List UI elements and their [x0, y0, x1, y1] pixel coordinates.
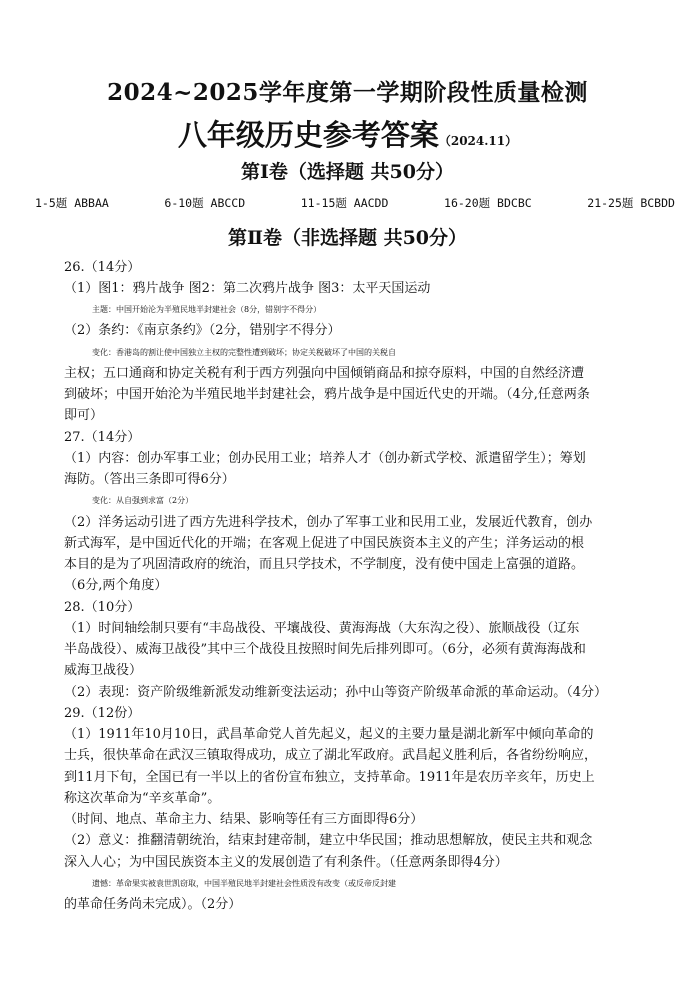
- text-line: 遗憾：革命果实被袁世凯窃取，中国半殖民地半封建社会性质没有改变（或反帝反封建: [92, 879, 396, 888]
- answer-group: 1-5题 ABBAA: [35, 196, 109, 210]
- text-line: （2）意义：推翻清朝统治，结束封建帝制，建立中华民国；推动思想解放，使民主共和观念: [64, 833, 593, 848]
- answer-group: 21-25题 BCBDD: [587, 196, 675, 210]
- text-line: 29.（12份）: [64, 706, 141, 721]
- text-line: 到破坏；中国开始沦为半殖民地半封建社会，鸦片战争是中国近代史的开端。（4分,任意两条: [64, 387, 590, 402]
- text-line: （1）1911年10月10日，武昌革命党人首先起义，起义的主要力量是湖北新军中倾向革命的: [64, 727, 594, 742]
- date-label: （2024.11）: [438, 134, 518, 148]
- subtitle-text: 八年级历史参考答案: [177, 118, 439, 152]
- text-line: 26.（14分）: [64, 260, 141, 275]
- text-line: 新式海军，是中国近代化的开端；在客观上促进了中国民族资本主义的产生；洋务运动的根: [64, 536, 585, 551]
- answer-group: 6-10题 ABCCD: [164, 196, 246, 210]
- text-line: 士兵，很快革命在武汉三镇取得成功，成立了湖北军政府。武昌起义胜利后，各省纷纷响应，: [64, 748, 598, 763]
- choice-answers: [35, 195, 675, 211]
- text-line: （1）时间轴绘制只要有“丰岛战役、平壤战役、黄海海战（大东沟之役）、旅顺战役（辽东: [64, 621, 580, 636]
- text-line: 27.（14分）: [64, 430, 141, 445]
- text-line: （2）表现：资产阶级维新派发动维新变法运动；孙中山等资产阶级革命派的革命运动。（4分）: [64, 685, 608, 700]
- text-line: 威海卫战役）: [64, 663, 143, 678]
- text-line: （1）内容：创办军事工业；创办民用工业；培养人才（创办新式学校、派遣留学生）；筹划: [64, 451, 586, 466]
- text-line: 海防。（答出三条即可得6分）: [64, 472, 235, 487]
- text-line: 本目的是为了巩固清政府的统治，而且只学技术，不学制度，没有使中国走上富强的道路。: [64, 557, 585, 572]
- text-line: （2）洋务运动引进了西方先进科学技术，创办了军事工业和民用工业，发展近代教育，创办: [64, 515, 593, 530]
- part2-heading: 第Ⅱ卷（非选择题 共50分）: [227, 227, 468, 249]
- text-line: 变化：香港岛的割让使中国独立主权的完整性遭到破坏；协定关税破坏了中国的关税自: [92, 348, 396, 357]
- text-line: （1）图1：鸦片战争 图2：第二次鸦片战争 图3：太平天国运动: [64, 281, 431, 296]
- text-line: 主题：中国开始沦为半殖民地半封建社会（8分，错别字不得分）: [92, 305, 322, 314]
- text-line: 半岛战役）、威海卫战役”其中三个战役且按照时间先后排列即可。（6分，必须有黄海海战和: [64, 642, 586, 657]
- text-line: 称这次革命为“辛亥革命”。: [64, 791, 221, 806]
- text-line: 到11月下旬，全国已有一半以上的省份宣布独立，支持革命。1911年是农历辛亥年，历史上: [64, 770, 595, 785]
- part1-heading: 第Ⅰ卷（选择题 共50分）: [241, 161, 454, 183]
- document-subtitle: [0, 113, 695, 154]
- text-line: 深入人心；为中国民族资本主义的发展创造了有利条件。（任意两条即得4分）: [64, 855, 508, 870]
- text-line: （时间、地点、革命主力、结果、影响等任有三方面即得6分）: [64, 812, 424, 827]
- text-line: （2）条约：《南京条约》（2分，错别字不得分）: [64, 323, 341, 338]
- text-line: 主权；五口通商和协定关税有利于西方列强向中国倾销商品和掠夺原料，中国的自然经济遭: [64, 366, 585, 381]
- text-line: 即可）: [64, 408, 104, 423]
- exam-title: 2024~2025学年度第一学期阶段性质量检测: [107, 79, 588, 106]
- text-line: （6分,两个角度）: [64, 578, 168, 593]
- text-line: 的革命任务尚未完成）。（2分）: [64, 897, 242, 912]
- text-line: 变化：从自强到求富（2分）: [92, 496, 194, 505]
- answer-group: 16-20题 BDCBC: [444, 196, 532, 210]
- answer-group: 11-15题 AACDD: [300, 196, 389, 210]
- text-line: 28.（10分）: [64, 600, 141, 615]
